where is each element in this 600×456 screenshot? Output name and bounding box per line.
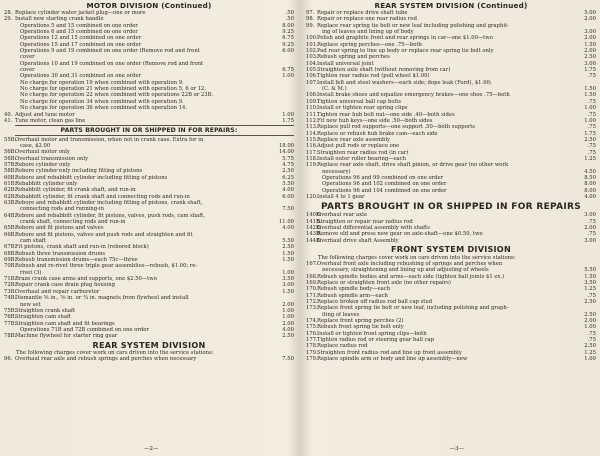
- item-text: Rebore cylinder only including fitting of pistons: [15, 168, 143, 175]
- left-rear-system-heading: REAR SYSTEM DIVISION: [92, 339, 206, 350]
- item-price: 2.50: [282, 168, 294, 175]
- item-price: 3.50: [584, 279, 596, 286]
- item-number: 68B.: [4, 250, 17, 257]
- item-text: Machine flywheel for starter ring gear: [15, 333, 118, 340]
- item-text: No charge for operation 19 when combined with operation 9.: [20, 79, 184, 86]
- item-price: .75: [587, 330, 596, 337]
- right-price-list-3: [306, 261, 596, 363]
- item-text: Rebush transmission drums—each 75c—three: [15, 257, 138, 264]
- item-text: Rebore and rebabbitt cylinder, fit pistons, valves, push rods, cam shaft,: [15, 212, 205, 219]
- item-price: 2.50: [584, 298, 596, 305]
- item-number: 96.: [4, 356, 13, 363]
- item-price: 14.00: [278, 149, 294, 156]
- item-price: 6.75: [282, 35, 294, 42]
- item-number: 105.: [306, 67, 318, 74]
- item-text: connecting rods and running-in: [20, 206, 104, 213]
- item-number: 113.: [306, 124, 318, 131]
- item-text: Operations 96 and 104 combined on one order: [322, 187, 447, 194]
- item-price: 2.50: [584, 311, 596, 318]
- item-number: 101.: [306, 41, 318, 48]
- item-price: 5.75: [282, 155, 294, 162]
- item-price: 2.00: [282, 301, 294, 308]
- item-text: Overhaul motor only: [15, 149, 70, 156]
- item-price: 7.50: [282, 356, 294, 363]
- item-price: 2.50: [584, 136, 596, 143]
- item-text: Operations 30 and 31 combined on one order: [20, 73, 142, 80]
- item-text: Repair or replace drive shaft tube: [317, 10, 408, 16]
- item-number: 142B.: [306, 225, 322, 231]
- item-number: 107.: [306, 79, 318, 86]
- item-price: 1.00: [282, 269, 294, 276]
- item-price: 6.00: [282, 193, 294, 200]
- item-text: Rebush spindle bodies and arms—each side (tighten ball joints $1 ex.): [317, 273, 505, 280]
- item-price: 1.25: [584, 349, 596, 356]
- item-text: No charge for operation 22 when combined with operations 22B or 23B.: [20, 92, 214, 99]
- item-price: 8.00: [584, 187, 596, 194]
- item-number: 69B.: [4, 257, 17, 264]
- item-price: 4.00: [282, 225, 294, 232]
- left-page: [4, 2, 294, 454]
- item-text: Operations 9 and 19 combined on one order (Remove rod and front: [20, 48, 200, 55]
- left-page-title: MOTOR DIVISION (Continued): [86, 2, 212, 10]
- item-number: 141B.: [306, 218, 322, 225]
- item-number: 61B.: [4, 180, 17, 187]
- item-text: cover: [20, 67, 35, 74]
- item-text: Rebush and re-rivet three triple gear assemblies—rebush, $1.00; re-: [15, 263, 198, 270]
- item-text: Straighten rear radius rod (in car): [317, 149, 409, 156]
- item-text: Install brake shoes and equalize emergency brakes—one shoe .75—both: [317, 92, 510, 99]
- item-text: Overhaul rear axle and rebush springs and perches when necessary: [15, 356, 197, 363]
- left-price-list-2: [4, 137, 294, 340]
- item-text: Operations 96 and 102 combined on one order: [322, 181, 447, 188]
- item-text: Tune motor, clean gas line: [15, 117, 86, 124]
- item-text: Remove old and press new gear on axle-shaft—one $0.50, two: [317, 231, 483, 238]
- item-price: 5.50: [584, 267, 596, 274]
- item-number: 28.: [4, 10, 13, 16]
- item-number: 170.: [306, 286, 318, 293]
- item-number: 60B.: [4, 174, 17, 181]
- section-divider: [15, 125, 294, 126]
- item-price: .75: [587, 337, 596, 343]
- item-text: cover: [20, 54, 35, 61]
- item-text: necessary, straightening and lining up and adjusting of wheels: [322, 267, 489, 274]
- item-text: Overhaul rear axle: [317, 212, 367, 219]
- item-price: 4.75: [282, 161, 294, 168]
- item-text: Straighten front radius rod and line up front assembly: [317, 349, 462, 356]
- item-price: 2.00: [282, 320, 294, 327]
- right-front-system-heading: FRONT SYSTEM DIVISION: [391, 244, 511, 255]
- item-text: Adjust and tune motor: [15, 111, 75, 118]
- item-number: 64B.: [4, 212, 17, 219]
- item-number: 71B.: [4, 276, 17, 283]
- item-text: Replace broken off radius rod ball cap stud: [317, 298, 433, 305]
- item-number: 120.: [306, 193, 318, 200]
- item-number: 112.: [306, 117, 318, 124]
- item-text: Straighten crank shaft: [15, 307, 76, 314]
- left-price-list-1: [4, 10, 294, 124]
- item-price: 1.00: [282, 314, 294, 321]
- item-text: new set: [20, 301, 41, 308]
- right-list-item-1-30: [306, 194, 596, 200]
- item-text: Install universal joint: [317, 60, 374, 67]
- item-number: 178.: [306, 343, 318, 350]
- item-text: Install felt and steel washers—each side; dope leak (Ford), $1.00;: [317, 79, 492, 86]
- item-price: 1.00: [584, 356, 596, 363]
- item-price: 2.50: [282, 244, 294, 251]
- item-price: 2.00: [584, 35, 596, 42]
- right-page-title: REAR SYSTEM DIVISION (Continued): [374, 2, 528, 10]
- item-price: 5.50: [282, 238, 294, 245]
- item-number: 116.: [306, 143, 318, 150]
- item-text: Straighten cam shaft and fit bearings: [15, 320, 115, 327]
- right-list-item-3-16: [306, 356, 596, 362]
- item-text: Overhaul drive shaft Assembly: [317, 237, 399, 244]
- item-text: Dismantle ⅜ in., ⅝ in. or ¾ in. magnets from flywheel and install: [15, 295, 189, 302]
- item-price: 9.25: [282, 41, 294, 48]
- item-text: Replace or straighten front axle (no other repairs): [317, 279, 451, 286]
- item-price: 4.50: [584, 168, 596, 175]
- item-number: 62B.: [4, 187, 17, 194]
- item-text: Rebush spindle arm—each: [317, 292, 388, 299]
- item-price: 1.75: [282, 117, 294, 124]
- item-price: 1.00: [584, 105, 596, 112]
- item-text: Install outer roller bearing—each: [317, 155, 407, 162]
- item-price: 5.00: [584, 10, 596, 16]
- item-price: .75: [587, 124, 596, 131]
- left-parts-heading: PARTS BROUGHT IN OR SHIPPED IN FOR REPAIRS:: [60, 126, 238, 134]
- item-number: 104.: [306, 60, 318, 67]
- item-price: 6.00: [282, 48, 294, 55]
- item-price: 11.00: [278, 219, 294, 226]
- item-price: 1.50: [584, 41, 596, 48]
- item-text: Fit pistons, crank shaft and run-in (rebored block): [15, 244, 149, 251]
- item-price: .50: [285, 10, 294, 16]
- item-price: 1.75: [584, 130, 596, 137]
- item-price: 6.25: [282, 174, 294, 181]
- item-text: No charge for operation 34 when combined with operation 9.: [20, 98, 184, 105]
- item-number: 73B.: [4, 288, 17, 295]
- item-number: 78B.: [4, 333, 17, 340]
- item-price: 1.00: [282, 307, 294, 314]
- item-number: 41.: [4, 117, 13, 124]
- item-text: Pad rear spring to line up body or replace rear spring tie bolt only: [317, 48, 494, 55]
- item-number: 58B.: [4, 168, 17, 175]
- item-text: rivet (3): [20, 269, 42, 276]
- item-text: Replace pull rod supports—one support .50—both supports: [317, 124, 476, 131]
- item-price: 3.00: [584, 29, 596, 36]
- item-text: No charge for operation 36 when combined with operation 14.: [20, 105, 188, 112]
- item-price: .75: [587, 292, 596, 299]
- item-number: 63B.: [4, 200, 17, 206]
- item-text: Straighten or repair rear radius rod: [317, 218, 413, 225]
- item-text: Install or tighten front spring clips—both: [317, 330, 427, 337]
- item-number: 175.: [306, 324, 318, 331]
- item-price: 8.00: [282, 22, 294, 29]
- item-price: 2.00: [584, 225, 596, 231]
- item-text: ing of leaves and lining up of body: [322, 29, 414, 36]
- item-number: 29.: [4, 16, 13, 23]
- item-number: 111.: [306, 111, 318, 118]
- item-price: 1.00: [584, 324, 596, 331]
- item-number: 173.: [306, 305, 318, 312]
- right-page-number: —3—: [449, 446, 464, 452]
- item-number: 67B.: [4, 244, 17, 251]
- item-price: 5.50: [282, 180, 294, 187]
- item-text: case, $2.00: [20, 142, 51, 149]
- item-number: 167.: [306, 260, 318, 267]
- item-text: Install new starting crank handle: [15, 16, 104, 23]
- item-text: cam shaft: [20, 238, 46, 245]
- item-text: Rebore and fit pistons and valves: [15, 225, 104, 232]
- item-price: 1.50: [584, 273, 596, 280]
- item-text: Rebush spindle body—each: [317, 286, 391, 293]
- left-list-item-2-32: [4, 333, 294, 339]
- item-price: 9.25: [282, 29, 294, 36]
- item-text: Replace spring perches—one .75—both: [317, 41, 422, 48]
- item-text: Replace rear spring tie bolt or new leaf including polishing and graphit-: [317, 22, 509, 29]
- item-number: 114.: [306, 130, 318, 137]
- item-text: Rebabbitt cylinder, fit crank shaft, and run-in: [15, 187, 136, 194]
- right-page: [306, 2, 596, 454]
- right-price-list-2: [306, 212, 596, 244]
- item-number: 97.: [306, 10, 315, 16]
- item-text: Replace or rebush hub brake cam—each side: [317, 130, 438, 137]
- item-number: 40.: [4, 111, 13, 118]
- item-number: 115.: [306, 136, 318, 143]
- item-text: Replace cylinder water jacket plug—one or more: [15, 10, 146, 16]
- left-page-number: —2—: [144, 446, 159, 452]
- item-text: Overhaul and repair carburetor: [15, 288, 100, 295]
- item-price: 1.00: [584, 117, 596, 124]
- item-number: 102.: [306, 48, 318, 55]
- item-text: Straighten axle shaft (without removing from car): [317, 67, 451, 74]
- item-text: (C. & M.): [322, 86, 347, 93]
- item-number: 179.: [306, 349, 318, 356]
- item-text: Overhaul motor and transmission, when not in crank case. Extra for in: [15, 136, 204, 143]
- item-number: 108.: [306, 92, 318, 99]
- item-price: 1.25: [584, 155, 596, 162]
- item-number: 70B.: [4, 263, 17, 270]
- item-text: Replace rear axle shaft, drive shaft pinion, or drive gear (no other work: [317, 162, 509, 169]
- item-price: 8.50: [584, 174, 596, 181]
- item-price: 1.50: [282, 288, 294, 295]
- item-price: 6.75: [282, 67, 294, 74]
- item-text: Repair crank case drain plug housing: [15, 282, 115, 289]
- item-price: 1.50: [282, 250, 294, 257]
- item-price: 3.00: [584, 212, 596, 219]
- item-price: 3.50: [282, 276, 294, 283]
- item-text: Rebush spring and perches: [317, 54, 390, 61]
- item-text: Replace front spring tie bolt or new leaf, including polishing and graph-: [317, 305, 509, 312]
- item-price: 1.00: [282, 73, 294, 80]
- item-number: 100.: [306, 35, 318, 42]
- item-number: 55B.: [4, 136, 17, 143]
- item-number: 177.: [306, 337, 318, 343]
- item-price: .75: [587, 73, 596, 80]
- item-price: 1.00: [282, 111, 294, 118]
- item-text: Operations 15 and 17 combined on one order: [20, 41, 142, 48]
- item-text: Rebabbitt cylinder only: [15, 180, 78, 187]
- right-price-list-1: [306, 10, 596, 200]
- item-number: 98.: [306, 16, 315, 23]
- item-text: Replace radius rod: [317, 343, 368, 350]
- item-price: .75: [587, 231, 596, 238]
- item-text: iting of leaves: [322, 311, 360, 318]
- item-text: crank shaft, connecting rods and run-in: [20, 219, 126, 226]
- item-price: 2.00: [584, 317, 596, 324]
- item-text: Tighten rear hub bolt nut—one side .40—both sides: [317, 111, 455, 118]
- item-price: .75: [587, 143, 596, 150]
- item-number: 168.: [306, 273, 318, 280]
- item-number: 66B.: [4, 231, 17, 238]
- item-number: 118.: [306, 155, 318, 162]
- item-text: Tighten universal ball cap bolts: [317, 98, 402, 105]
- item-price: 2.50: [282, 333, 294, 340]
- item-number: 65B.: [4, 225, 17, 232]
- item-number: 174.: [306, 317, 318, 324]
- item-text: Rebush three transmission drums: [15, 250, 106, 257]
- item-price: 2.00: [584, 48, 596, 55]
- item-number: 169.: [306, 279, 318, 286]
- item-price: 8.00: [584, 181, 596, 188]
- item-price: .75: [587, 218, 596, 225]
- item-number: 76B.: [4, 314, 17, 321]
- item-number: 77B.: [4, 320, 17, 327]
- item-number: 109.: [306, 98, 318, 105]
- item-number: 110.: [306, 105, 318, 112]
- item-price: .50: [285, 16, 294, 23]
- item-text: Overhaul transmission only: [15, 155, 89, 162]
- left-rear-system-intro: The following charges cover work on cars driven into the service stations:: [16, 350, 214, 357]
- item-price: .75: [587, 98, 596, 105]
- item-number: 140B.: [306, 212, 322, 219]
- item-price: 2.50: [584, 343, 596, 350]
- item-price: 3.00: [584, 60, 596, 67]
- item-text: Operations 12 and 15 combined on one order: [20, 35, 142, 42]
- item-number: 119.: [306, 162, 318, 169]
- item-number: 144B.: [306, 237, 322, 244]
- item-text: Operations 96 and 99 combined on one order: [322, 174, 444, 181]
- item-number: 74B.: [4, 295, 17, 302]
- item-price: 4.00: [282, 187, 294, 194]
- item-text: No charge for operation 21 when combined with operation 5, 6 or 12.: [20, 86, 207, 93]
- item-number: 62B.: [4, 193, 17, 200]
- item-price: 1.75: [584, 67, 596, 74]
- item-number: 176.: [306, 330, 318, 337]
- item-text: Rebore and rebabbitt cylinder including fitting of pistons, crank shaft,: [15, 200, 203, 206]
- item-text: Rebore and fit pistons, valves and push rods and straighten and fit: [15, 231, 193, 238]
- item-number: 72B.: [4, 282, 17, 289]
- item-text: Tighten rear radius rod (pull wheel $1.00): [317, 73, 430, 80]
- left-list-item-3-1: [4, 356, 294, 362]
- item-text: Install 4 to 1 gear: [317, 193, 365, 200]
- item-text: Repair or replace one rear radius rod: [317, 16, 417, 23]
- item-price: 1.25: [584, 286, 596, 293]
- item-price: 3.00: [282, 282, 294, 289]
- item-text: Rebore cylinder only: [15, 161, 71, 168]
- item-price: 1.50: [584, 92, 596, 99]
- item-text: Replace spindle arm or body and line up assembly—new: [317, 356, 468, 363]
- item-text: Operations 10 and 19 combined on one order (Remove rod and front: [20, 60, 204, 67]
- item-number: 57B.: [4, 161, 17, 168]
- item-price: 1.50: [584, 86, 596, 93]
- item-price: 4.00: [282, 326, 294, 333]
- item-number: 143B.: [306, 231, 322, 238]
- item-text: Adjust pull rods or replace one: [317, 143, 400, 150]
- item-text: Operations 6 and 15 combined on one order: [20, 29, 138, 36]
- item-number: 172.: [306, 298, 318, 305]
- item-text: Overhaul front axle including rebushing of springs and perches when: [317, 260, 503, 267]
- item-text: necessary): [322, 168, 351, 175]
- item-price: 1.50: [282, 257, 294, 264]
- item-number: 179.: [306, 356, 318, 363]
- item-number: 117.: [306, 149, 318, 156]
- item-price: 2.00: [584, 16, 596, 23]
- item-price: .75: [587, 111, 596, 118]
- item-number: 99.: [306, 22, 315, 29]
- item-text: Install or tighten rear spring clips: [317, 105, 408, 112]
- item-number: 56B.: [4, 149, 17, 156]
- item-price: 2.50: [584, 54, 596, 61]
- left-list-item-1-18: [4, 118, 294, 124]
- item-price: 3.00: [584, 237, 596, 244]
- item-text: Braze crank case arms and supports, one $2.50—two: [15, 276, 157, 283]
- right-parts-heading: PARTS BROUGHT IN OR SHIPPED IN FOR REPAIRS: [320, 202, 582, 213]
- item-text: Rebabbitt cylinder, fit crank shaft and connecting rods and run-in: [15, 193, 190, 200]
- item-number: 103.: [306, 54, 318, 61]
- item-price: 18.00: [278, 142, 294, 149]
- item-price: 7.50: [282, 206, 294, 213]
- item-number: 171.: [306, 292, 318, 299]
- item-number: 56B.: [4, 155, 17, 162]
- item-text: Fit new hub keys—one side .50—both sides: [317, 117, 433, 124]
- item-text: Rebush front spring tie bolt only: [317, 324, 404, 331]
- item-text: Operations 71B and 72B combined on one order: [20, 326, 149, 333]
- item-text: Replace rear axle assembly: [317, 136, 391, 143]
- right-front-system-intro: The following charges cover work on cars driven into the service stations:: [318, 254, 516, 261]
- item-text: Straighten cam shaft: [15, 314, 72, 321]
- item-text: Operations 5 and 15 combined on one order: [20, 22, 138, 29]
- item-text: Rebore and rebabbitt cylinder including fitting of pistons: [15, 174, 168, 181]
- item-price: .75: [587, 149, 596, 156]
- item-text: Overhaul differential assembly with shafts: [317, 225, 430, 231]
- item-number: 106.: [306, 73, 318, 80]
- item-text: Tighten radius rod or steering gear ball cap: [317, 337, 434, 343]
- item-text: Polish and graphite front and rear springs in car—one $1.00—two: [317, 35, 493, 42]
- section-divider: [15, 135, 294, 136]
- item-price: 4.00: [584, 193, 596, 200]
- item-text: Replace front spring perches (2): [317, 317, 404, 324]
- item-number: 75B.: [4, 307, 17, 314]
